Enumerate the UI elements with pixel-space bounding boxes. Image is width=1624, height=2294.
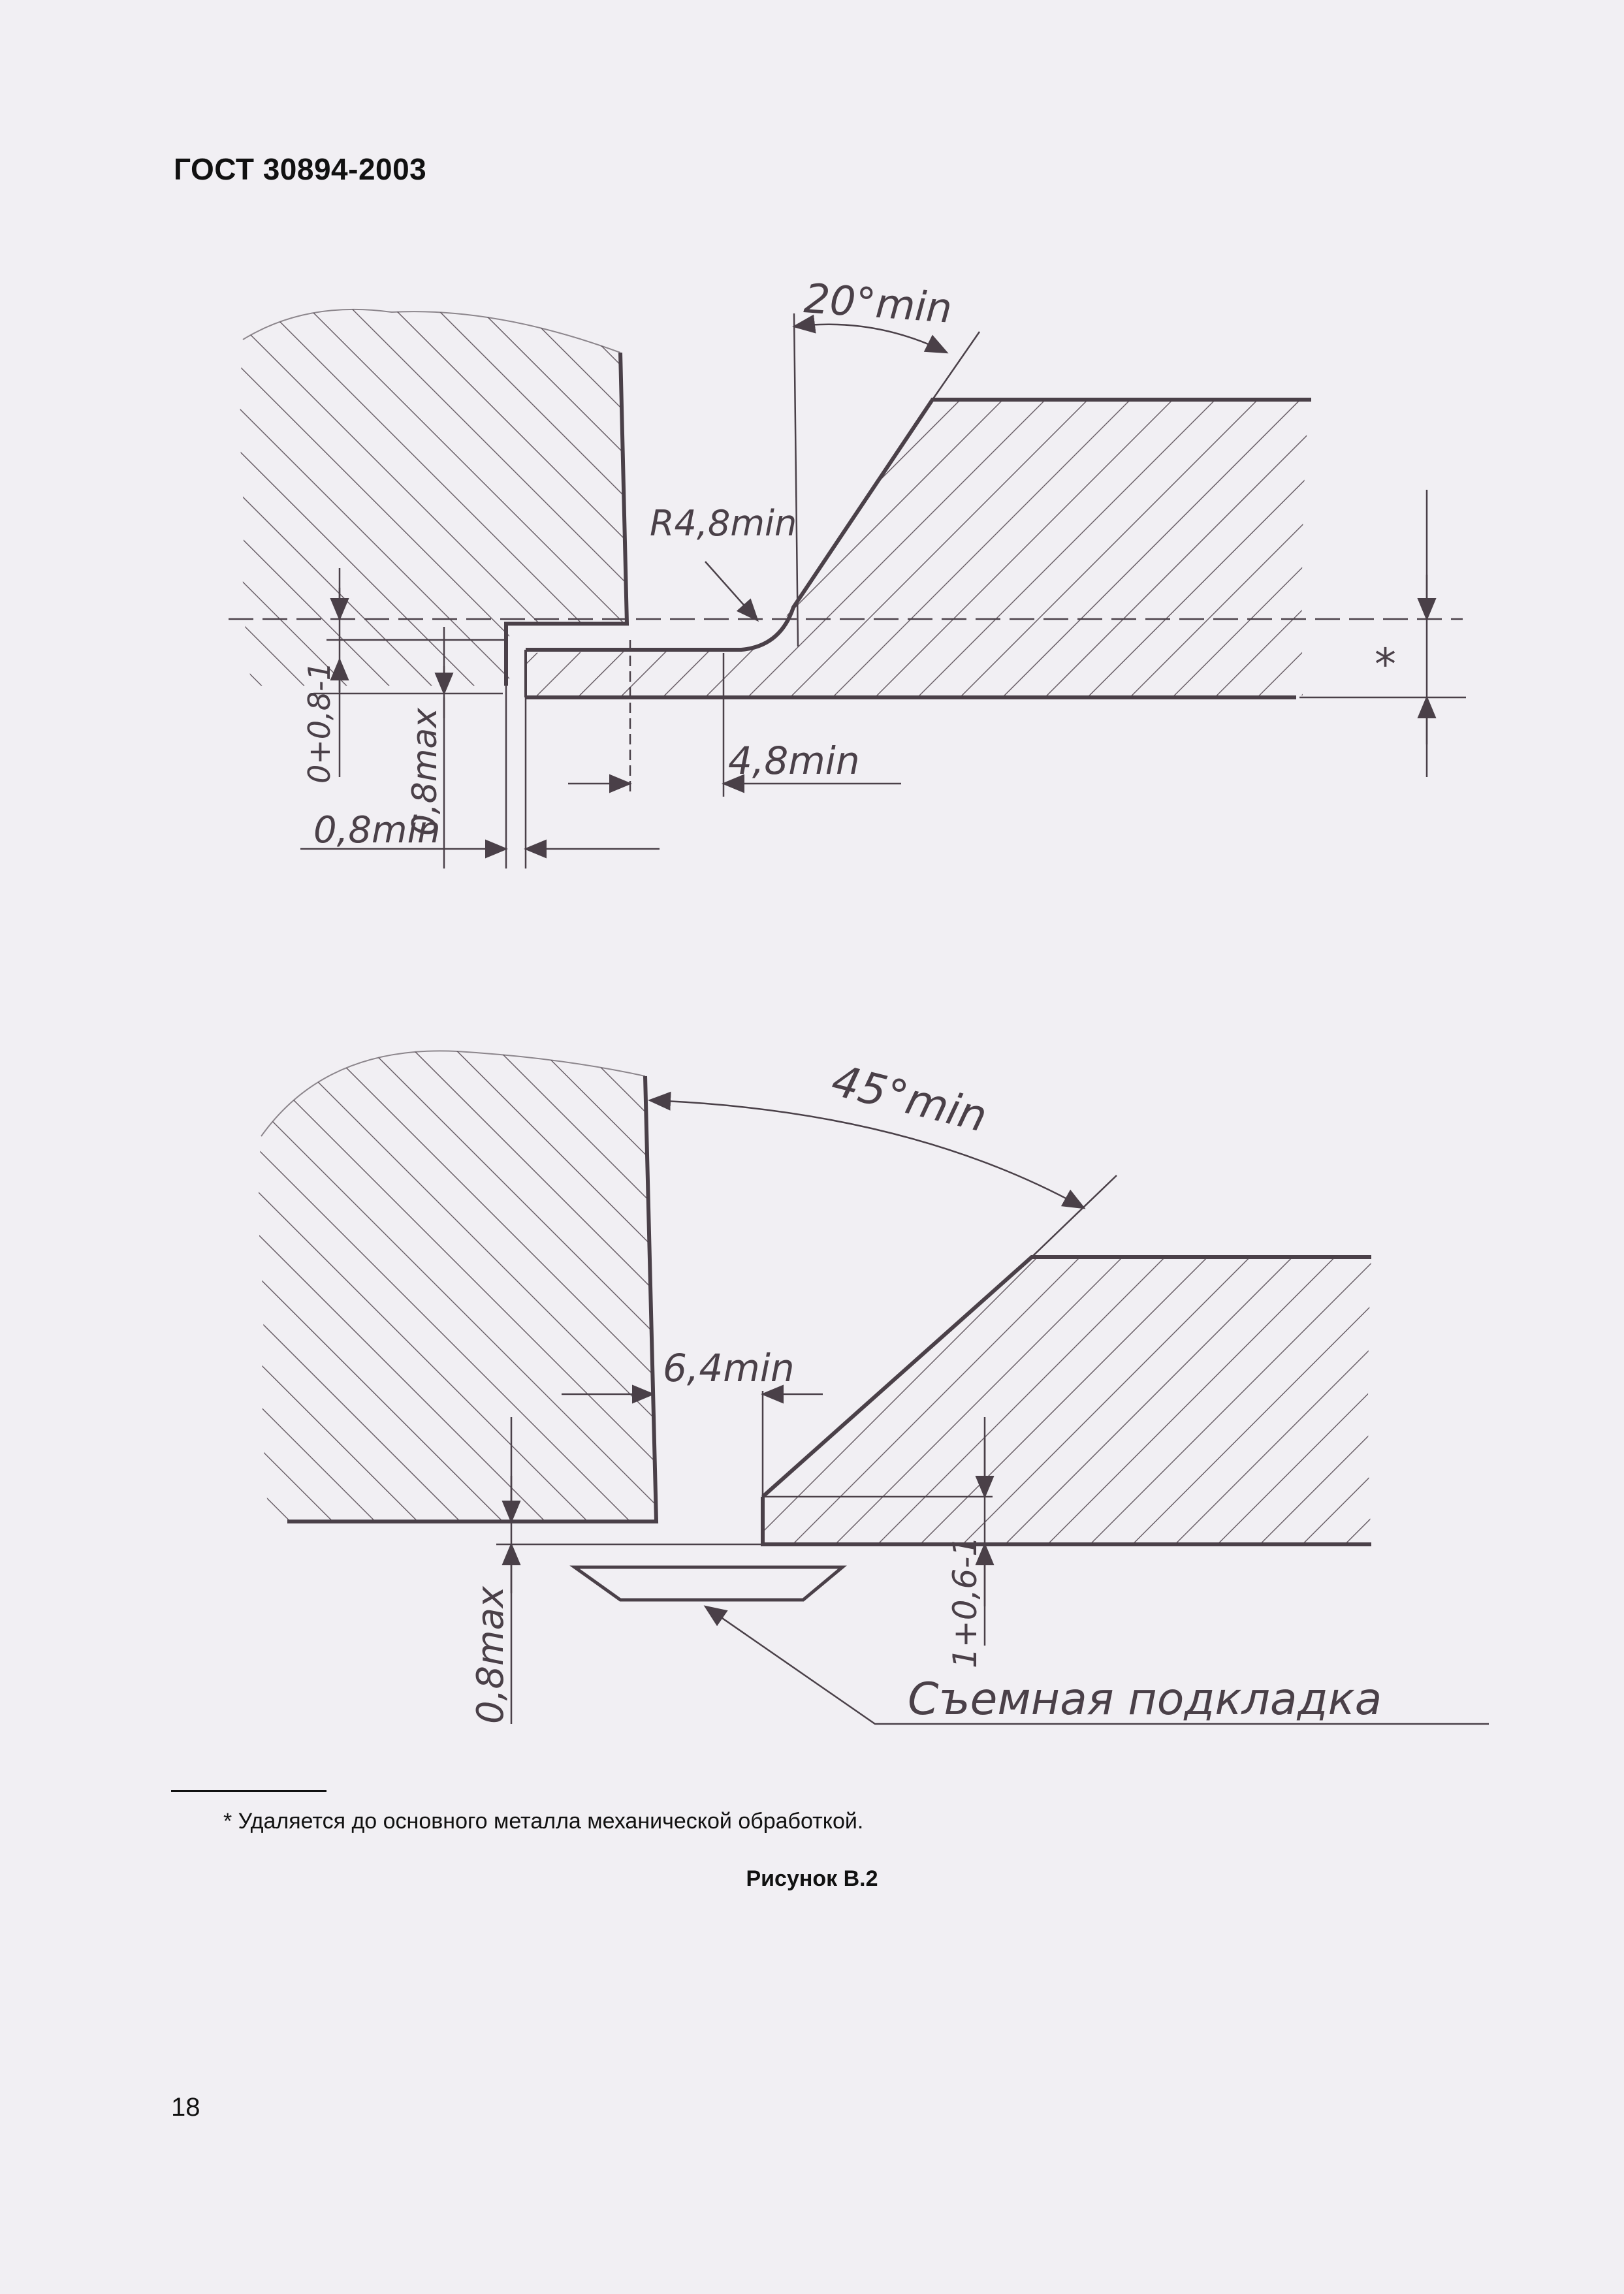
root-tolerance-label-top: 0+0,8-1 [302,661,337,784]
footnote-text: * Удаляется до основного металла механической обработкой. [223,1809,864,1834]
page-number: 18 [171,2093,200,2122]
asterisk-label: * [1375,639,1396,690]
figure-caption: Рисунок В.2 [746,1866,878,1891]
gap-label-bottom: 6,4min [663,1346,795,1390]
mismatch-label-bottom: 0,8max [470,1585,512,1724]
right-plate-bottom [763,1257,1371,1544]
angle-label-45: 45°min [827,1055,993,1142]
radius-label: R4,8min [650,503,797,544]
document-header: ГОСТ 30894-2003 [174,152,427,186]
left-plate-bottom [259,1051,656,1521]
root-face-label: 4,8min [728,739,860,783]
backing-label: Съемная подкладка [908,1674,1382,1725]
left-plate-top [240,310,627,686]
angle-label-20: 20°min [802,274,954,332]
root-tolerance-label-bottom: 1+0,6-1 [946,1535,984,1668]
backing-strip [575,1567,842,1600]
gap-label-top: 0,8min [313,809,441,852]
footnote-rule [171,1790,326,1792]
mismatch-label-top: 0,8max [406,708,445,836]
figure-bottom [259,1051,1489,1724]
